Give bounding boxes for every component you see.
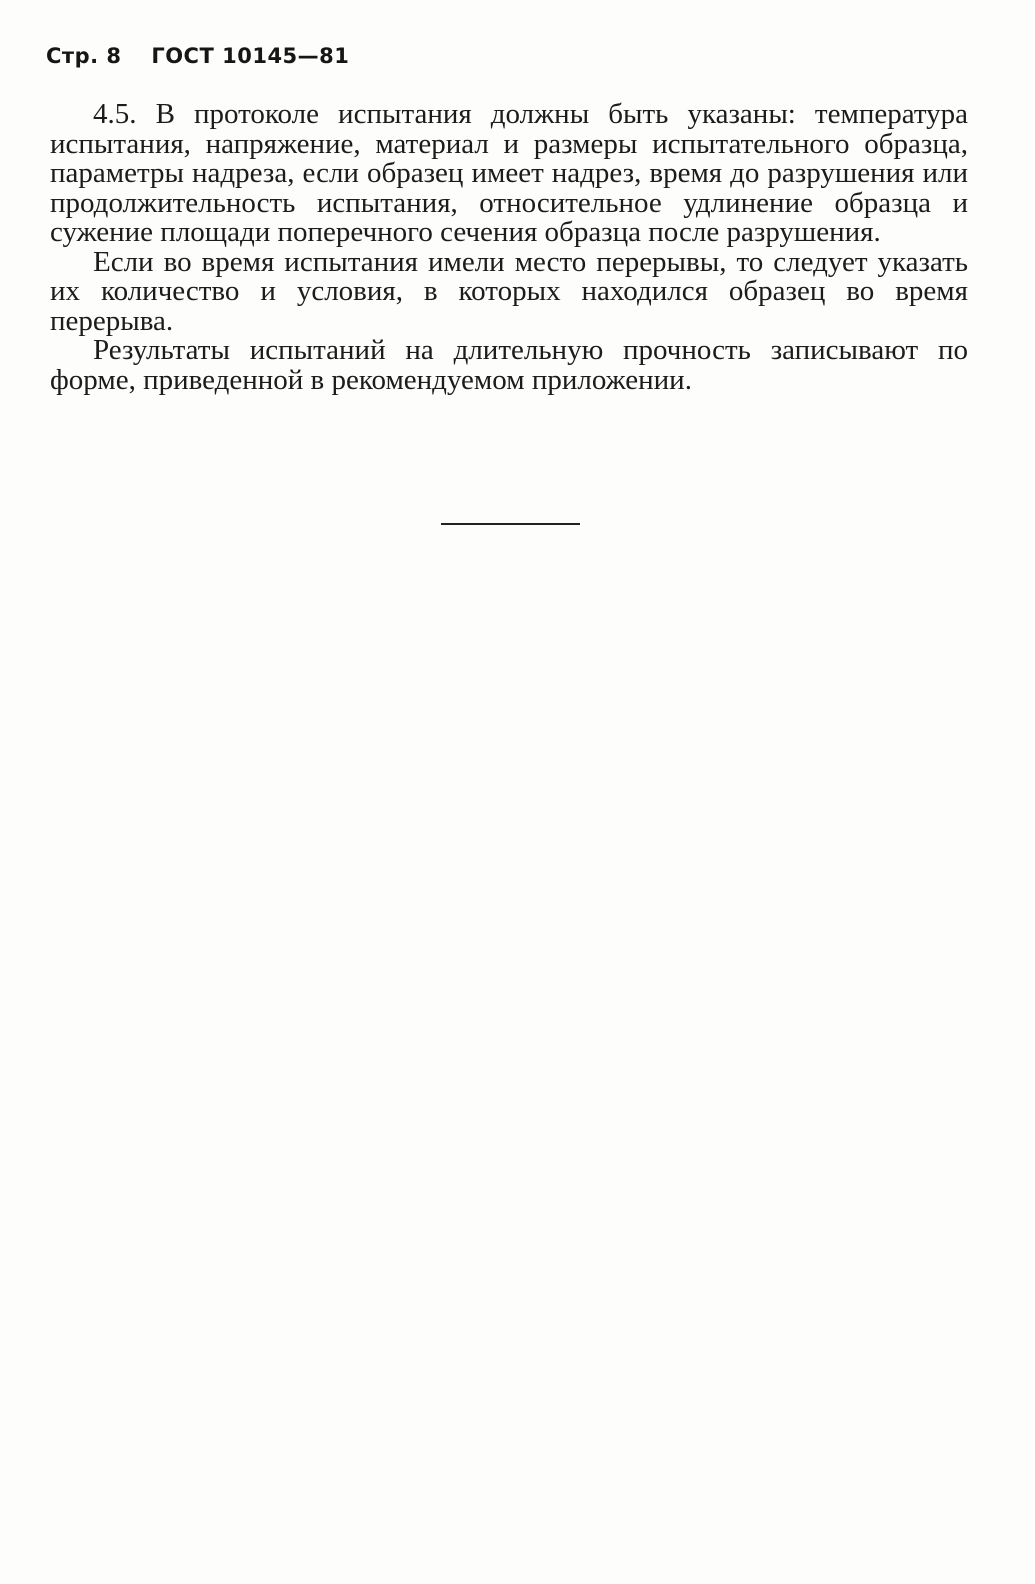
page-header <box>46 44 349 68</box>
paragraph-protocol-contents: 4.5. В протоколе испытания должны быть указаны: температура испытания, напряжение, материал и размеры испытательного образца, параметры надреза, если образец имеет надрез, время до разрушения или продолжительность испытания, относительное удлинение образца и сужение площади поперечного сечения образца после разрушения. <box>50 98 968 248</box>
page-number: Стр. 8 <box>46 44 122 68</box>
paragraph-results-form: Результаты испытаний на длительную прочность записывают по форме, приведенной в рекомендуемом приложении. <box>50 334 968 396</box>
section-4-5-text <box>50 100 968 395</box>
standard-designation: ГОСТ 10145—81 <box>151 44 350 68</box>
paragraph-interruptions: Если во время испытания имели место перерывы, то следует указать их количество и условия, в которых находился образец во время перерыва. <box>50 245 968 337</box>
end-divider-line <box>441 523 580 525</box>
